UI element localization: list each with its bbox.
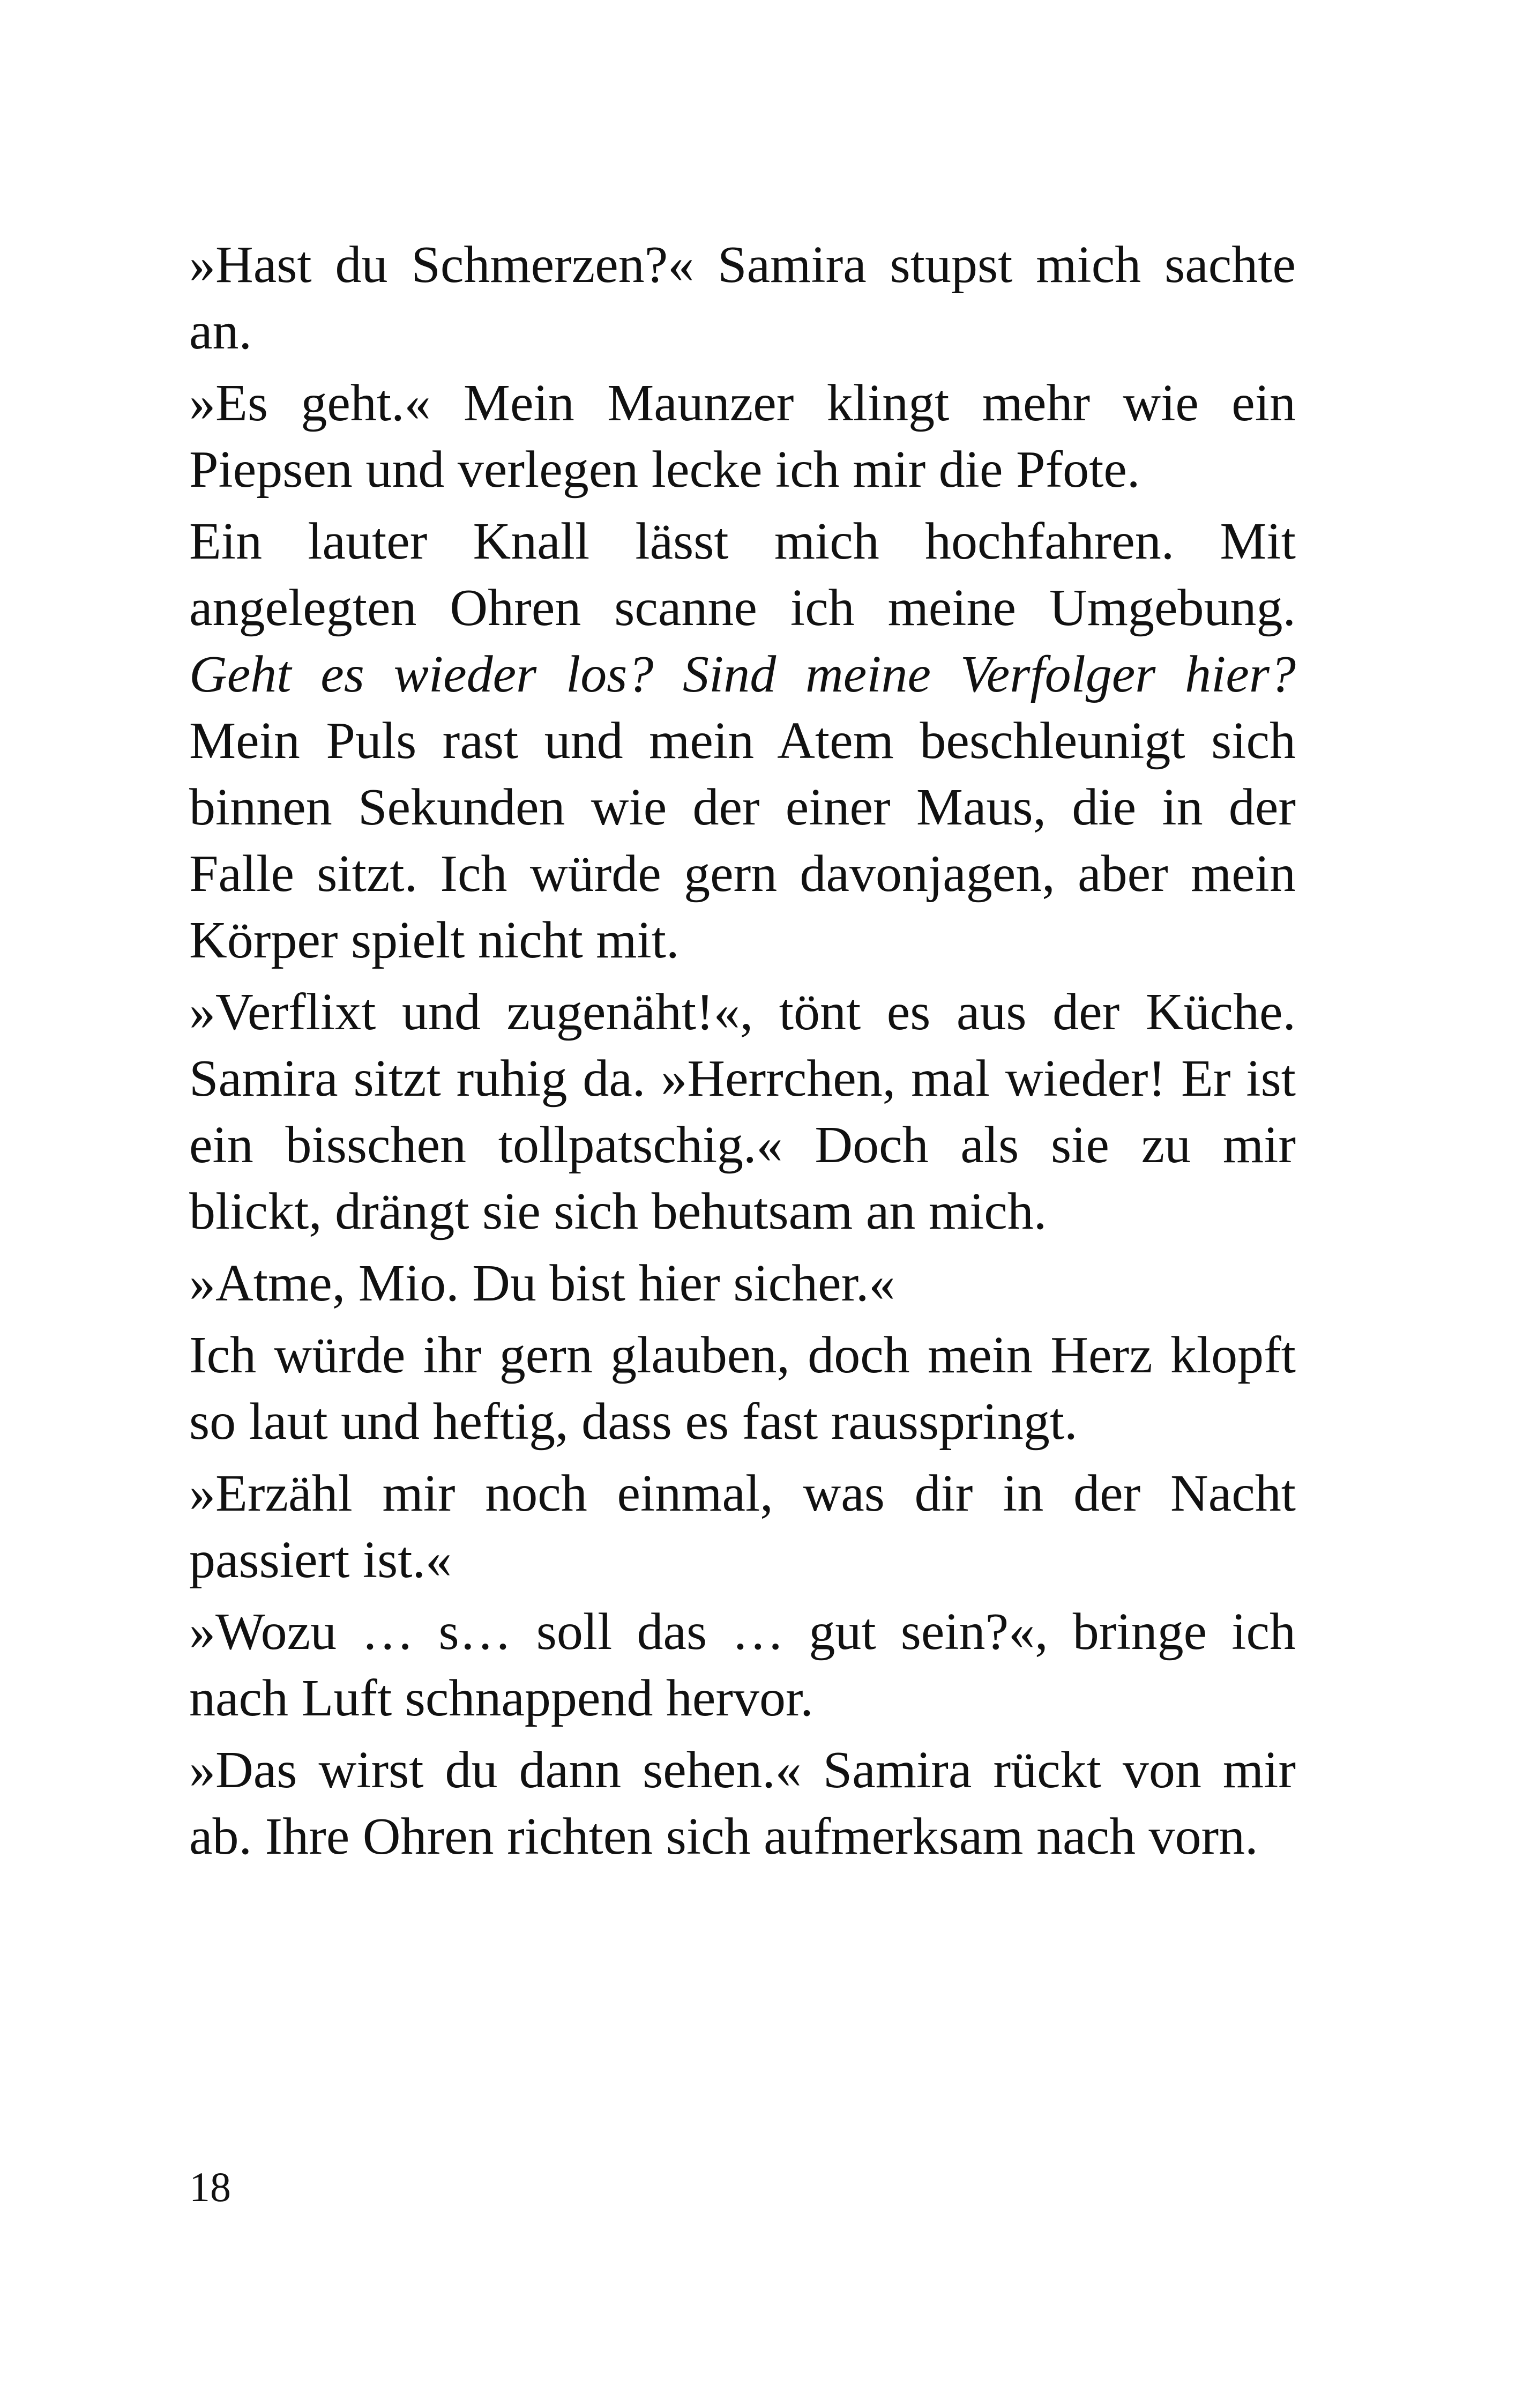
paragraph-4: »Verflixt und zugenäht!«, tönt es aus der Küche. Samira sitzt ruhig da. »Herrchen, mal wieder! Er ist ein bisschen tollpatschig.« Doch als sie zu mir blickt, drängt sie sich behutsam an mich. xyxy=(189,983,1296,1240)
paragraph-3-part-2: Mein Puls rast und mein Atem beschleunigt sich binnen Sekunden wie der einer Maus, die in der Falle sitzt. Ich würde gern davonjagen, aber mein Körper spielt nicht mit. xyxy=(189,712,1296,969)
paragraph-7: »Erzähl mir noch einmal, was dir in der Nacht passiert ist.« xyxy=(189,1465,1296,1589)
paragraph-3-italic-thought: Geht es wieder los? Sind meine Verfolger hier? xyxy=(189,645,1296,703)
paragraph-3-part-1: Ein lauter Knall lässt mich hochfahren. Mit angelegten Ohren scanne ich meine Umgebung. xyxy=(189,512,1296,637)
paragraph-2: »Es geht.« Mein Maunzer klingt mehr wie ein Piepsen und verlegen lecke ich mir die Pfote. xyxy=(189,374,1296,499)
paragraph-8: »Wozu … s… soll das … gut sein?«, bringe ich nach Luft schnappend hervor. xyxy=(189,1603,1296,1727)
body-text xyxy=(189,232,1296,1875)
paragraph-9: »Das wirst du dann sehen.« Samira rückt von mir ab. Ihre Ohren richten sich aufmerksam nach vorn. xyxy=(189,1741,1296,1866)
paragraph-1: »Hast du Schmerzen?« Samira stupst mich sachte an. xyxy=(189,236,1296,360)
paragraph-3 xyxy=(189,508,1296,973)
page-number: 18 xyxy=(189,2164,231,2210)
paragraph-6: Ich würde ihr gern glauben, doch mein Herz klopft so laut und heftig, dass es fast rausspringt. xyxy=(189,1326,1296,1451)
paragraph-5: »Atme, Mio. Du bist hier sicher.« xyxy=(189,1254,895,1312)
